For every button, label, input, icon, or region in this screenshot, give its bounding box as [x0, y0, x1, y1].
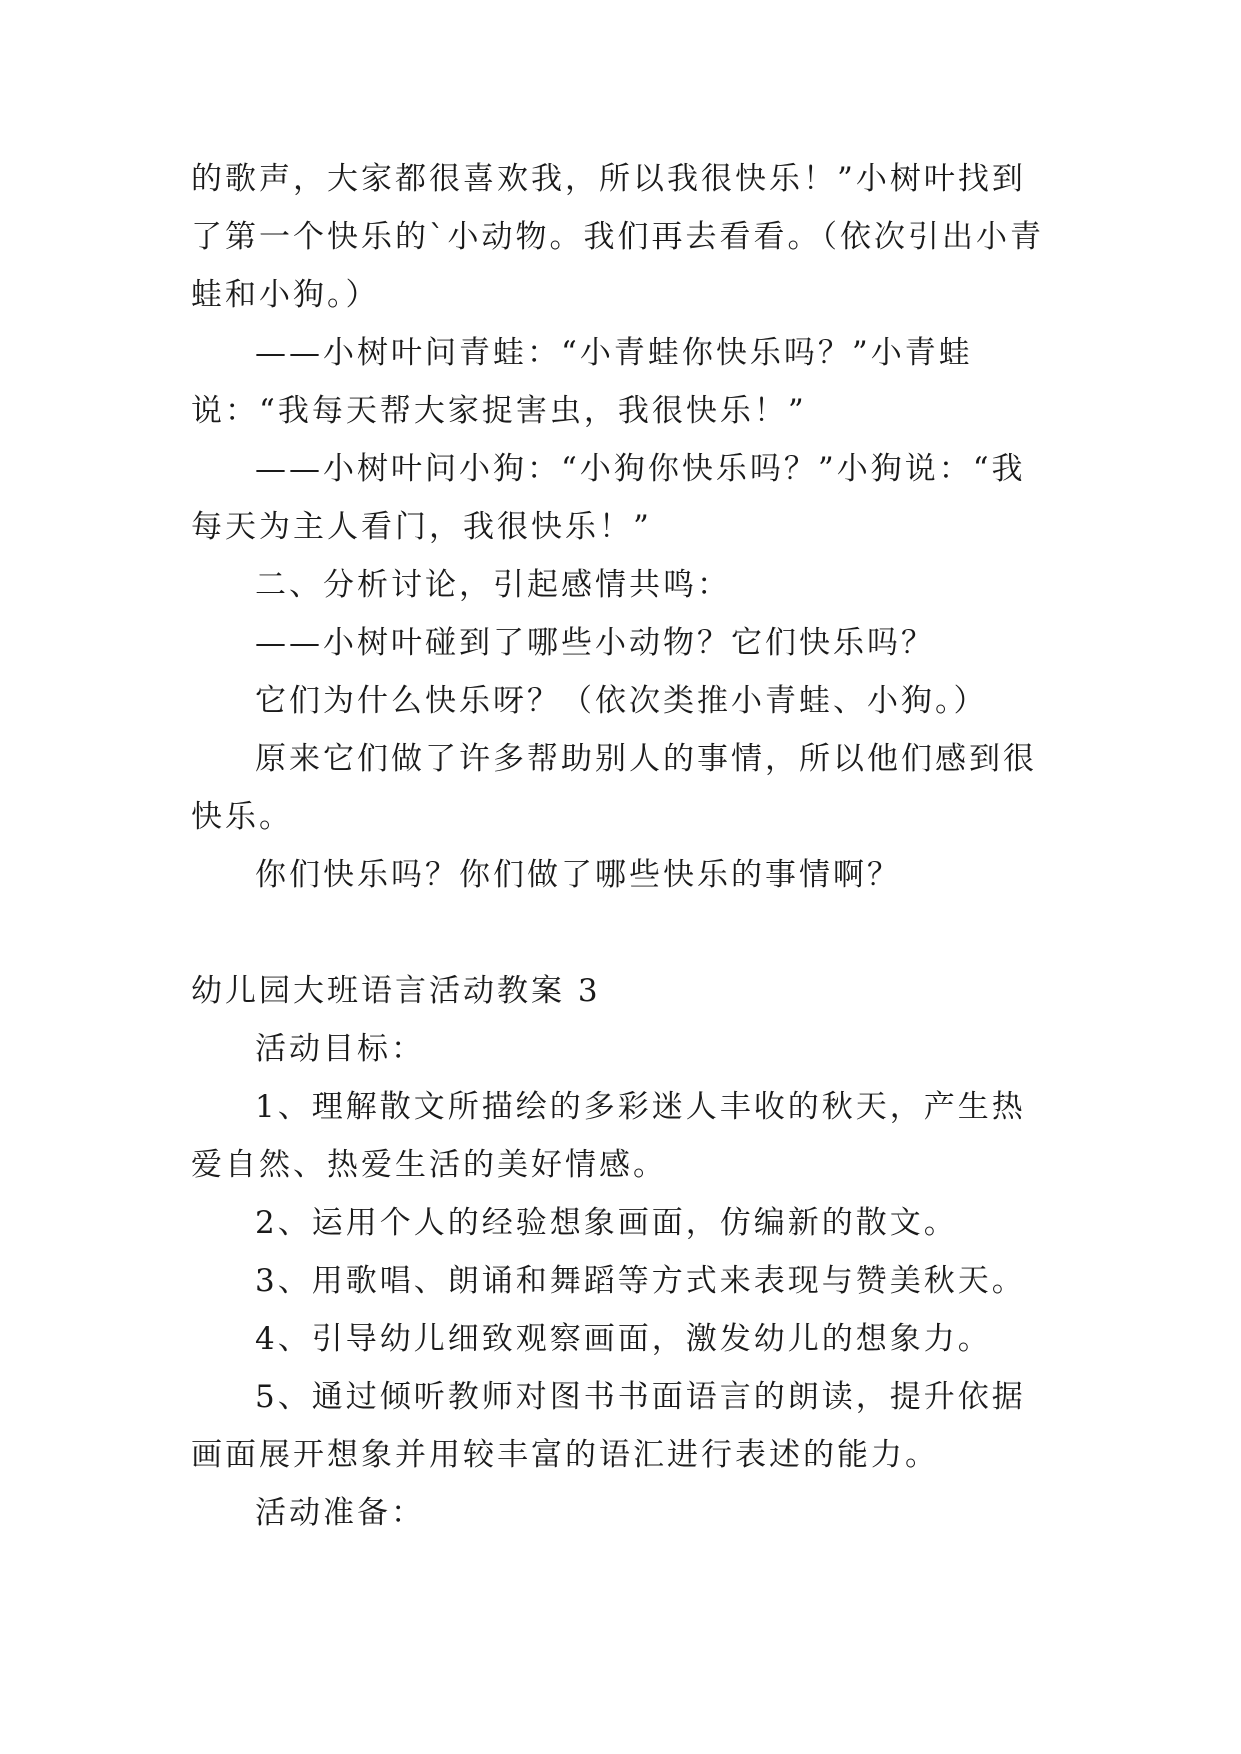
paragraph: 1、理解散文所描绘的多彩迷人丰收的秋天，产生热爱自然、热爱生活的美好情感。 — [191, 1089, 1026, 1183]
paragraph: 原来它们做了许多帮助别人的事情，所以他们感到很快乐。 — [191, 741, 1037, 835]
paragraph: ——小树叶问青蛙：“小青蛙你快乐吗？”小青蛙说：“我每天帮大家捉害虫，我很快乐！” — [191, 335, 973, 429]
paragraph: ——小树叶碰到了哪些小动物？它们快乐吗？ — [255, 625, 935, 661]
paragraph: 3、用歌唱、朗诵和舞蹈等方式来表现与赞美秋天。 — [255, 1263, 1026, 1299]
paragraph: 活动准备： — [255, 1495, 425, 1531]
document-body — [191, 150, 1051, 1542]
section-title: 幼儿园大班语言活动教案 3 — [191, 973, 601, 1009]
paragraph: 5、通过倾听教师对图书书面语言的朗读，提升依据画面展开想象并用较丰富的语汇进行表述的能力。 — [191, 1379, 1026, 1473]
paragraph: 4、引导幼儿细致观察画面，激发幼儿的想象力。 — [255, 1321, 992, 1357]
section-spacer — [191, 904, 1051, 962]
paragraph: 活动目标： — [255, 1031, 425, 1067]
paragraph: 它们为什么快乐呀？（依次类推小青蛙、小狗。） — [255, 683, 988, 719]
paragraph: 的歌声，大家都很喜欢我，所以我很快乐！”小树叶找到了第一个快乐的`小动物。我们再去看看。（依次引出小青蛙和小狗。） — [191, 161, 1044, 313]
paragraph: 二、分析讨论，引起感情共鸣： — [255, 567, 731, 603]
paragraph: ——小树叶问小狗：“小狗你快乐吗？”小狗说：“我每天为主人看门，我很快乐！” — [191, 451, 1026, 545]
paragraph: 你们快乐吗？你们做了哪些快乐的事情啊？ — [255, 857, 901, 893]
paragraph: 2、运用个人的经验想象画面，仿编新的散文。 — [255, 1205, 958, 1241]
